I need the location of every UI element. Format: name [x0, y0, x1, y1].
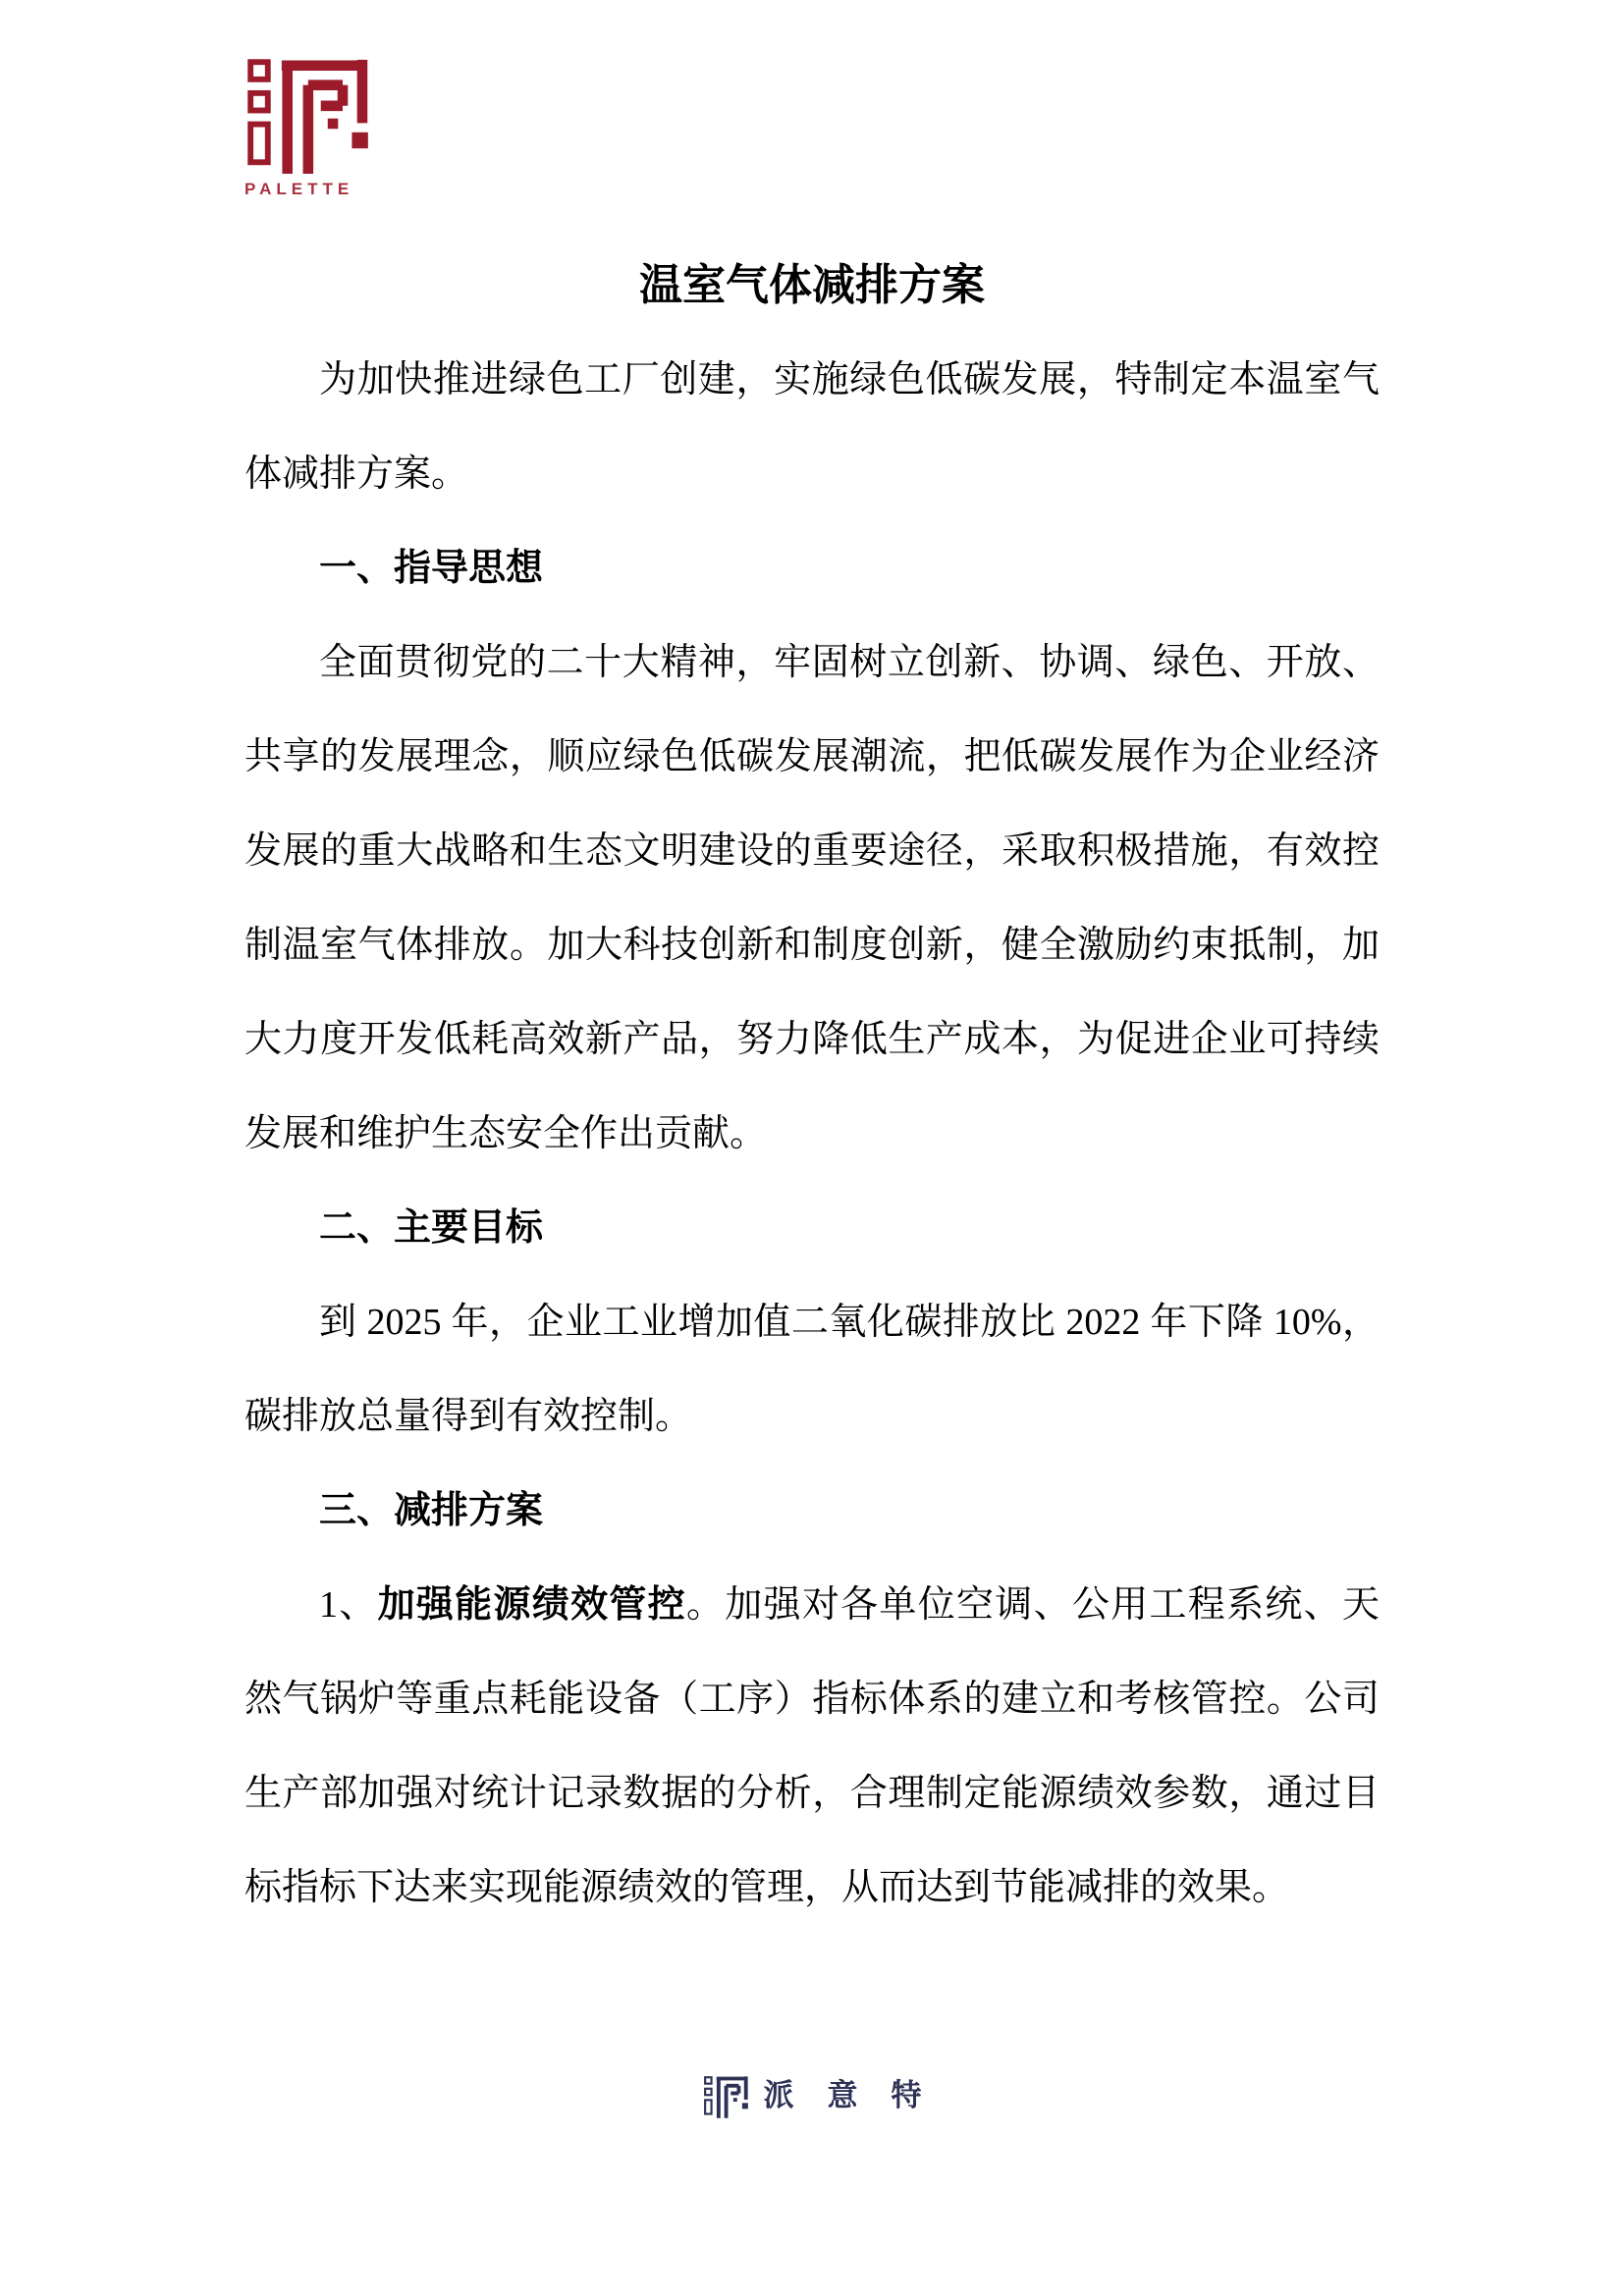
palette-wordmark: PALETTE	[244, 180, 354, 198]
section-heading-main-targets: 二、主要目标	[319, 1207, 544, 1249]
paiyite-logo-icon	[703, 2074, 750, 2118]
footer-brand-name: 派意特	[763, 2078, 955, 2112]
item-number: 1、	[319, 1584, 378, 1626]
item-bold-lead: 加强能源绩效管控	[377, 1584, 686, 1626]
footer-brand	[0, 2073, 1624, 2118]
palette-logo	[244, 54, 392, 199]
section-heading-reduction-plan: 三、减排方案	[319, 1490, 544, 1531]
section-heading-guiding-ideology: 一、指导思想	[319, 548, 544, 589]
section-item-energy-performance	[244, 1558, 1380, 1935]
section-body-main-targets: 到 2025 年，企业工业增加值二氧化碳排放比 2022 年下降 10%，碳排放总量得到有效控制。	[244, 1302, 1380, 1437]
palette-logo-icon	[244, 54, 374, 174]
page-title: 温室气体减排方案	[639, 261, 985, 309]
section-body-guiding-ideology: 全面贯彻党的二十大精神，牢固树立创新、协调、绿色、开放、共享的发展理念，顺应绿色低碳发展潮流，把低碳发展作为企业经济发展的重大战略和生态文明建设的重要途径，采取积极措施，有效控制温室气体排放。加大科技创新和制度创新，健全激励约束抵制，加大力度开发低耗高效新产品，努力降低生产成本，为促进企业可持续发展和维护生态安全作出贡献。	[244, 642, 1380, 1154]
intro-paragraph: 为加快推进绿色工厂创建，实施绿色低碳发展，特制定本温室气体减排方案。	[244, 359, 1380, 495]
item-body-text: 。加强对各单位空调、公用工程系统、天然气锅炉等重点耗能设备（工序）指标体系的建立和考核管控。公司生产部加强对统计记录数据的分析，合理制定能源绩效参数，通过目标指标下达来实现能源绩效的管理，从而达到节能减排的效果。	[244, 1584, 1380, 1908]
